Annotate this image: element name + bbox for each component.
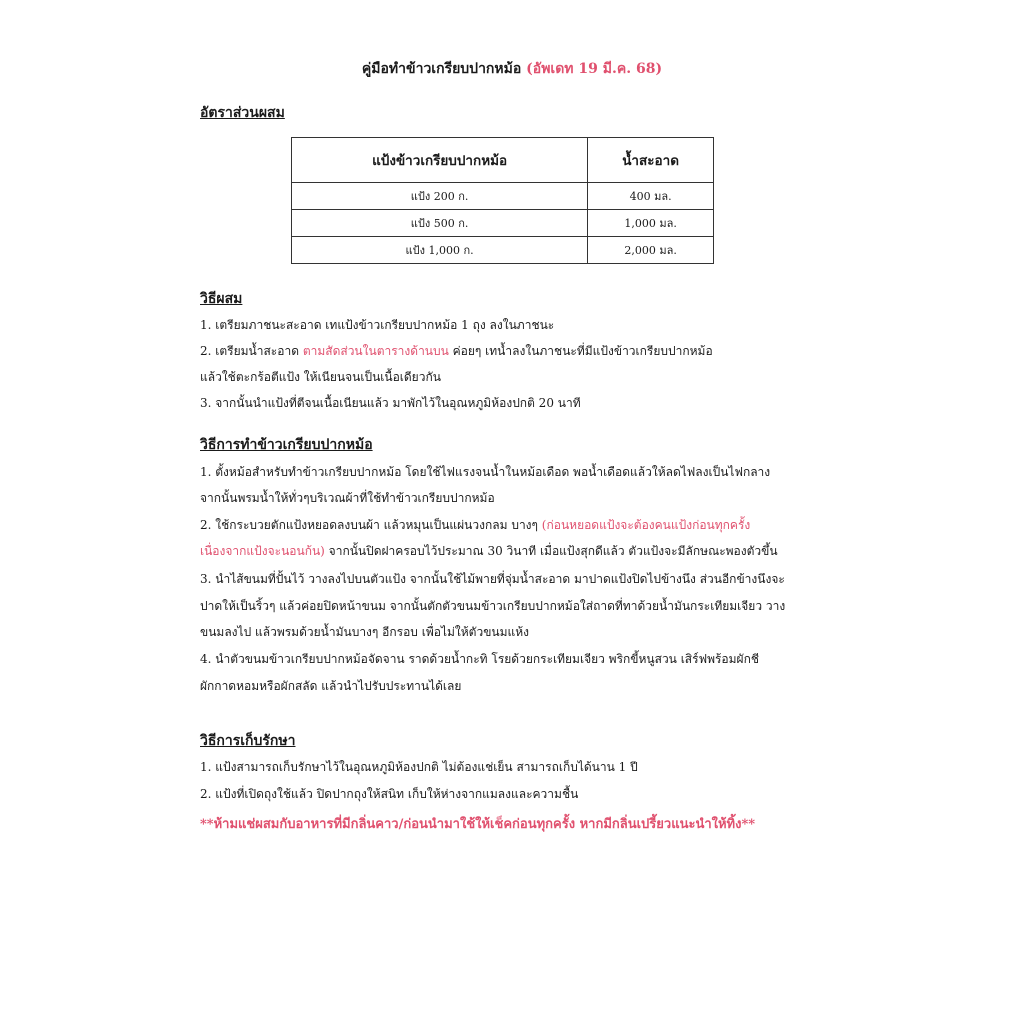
col-header-flour: แป้งข้าวเกรียบปากหม้อ: [292, 138, 588, 183]
table-cell: แป้ง 1,000 ก.: [292, 237, 588, 264]
ratio-table: [291, 137, 714, 264]
mixing-step-2-highlight: ตามสัดส่วนในตารางด้านบน: [302, 344, 449, 358]
table-cell: แป้ง 500 ก.: [292, 210, 588, 237]
table-row: [292, 183, 714, 210]
cooking-step-1-cont: จากนั้นพรมน้ำให้ทั่วๆบริเวณผ้าที่ใช้ทำข้าวเกรียบปากหม้อ: [200, 491, 495, 505]
cooking-step-2-text-cont: จากนั้นปิดฝาครอบไว้ประมาณ 30 วินาที เมื่อแป้งสุกดีแล้ว ตัวแป้งจะมีลักษณะพองตัวขึ้น: [324, 544, 778, 558]
cooking-step-4: 4. นำตัวขนมข้าวเกรียบปากหม้อจัดจาน ราดด้วยน้ำกะทิ โรยด้วยกระเทียมเจียว พริกขี้หนูสวน เสิร์ฟพร้อมผักชี: [200, 652, 759, 666]
mixing-heading: วิธีผสม: [200, 291, 243, 307]
cooking-step-4-cont: ผักกาดหอมหรือผักสลัด แล้วนำไปรับประทานได้เลย: [200, 679, 462, 693]
cooking-step-3: 3. นำไส้ขนมที่ปั้นไว้ วางลงไปบนตัวแป้ง จากนั้นใช้ไม้พายที่จุ่มน้ำสะอาด มาปาดแป้งปิดไปข้างนึง ส่วนอีกข้างนึงจะ: [200, 572, 785, 586]
cooking-step-2-note: (ก่อนหยอดแป้งจะต้องคนแป้งก่อนทุกครั้ง: [541, 518, 751, 532]
storage-step-2: 2. แป้งที่เปิดถุงใช้แล้ว ปิดปากถุงให้สนิท เก็บให้ห่างจากแมลงและความชื้น: [200, 787, 579, 801]
document-title: [0, 58, 1024, 80]
mixing-step-2-text-cont: ค่อยๆ เทน้ำลงในภาชนะที่มีแป้งข้าวเกรียบปากหม้อ: [448, 344, 713, 358]
cooking-step-2-note-cont: เนื่องจากแป้งจะนอนก้น): [200, 544, 325, 558]
title-update-date: (อัพเดท 19 มี.ค. 68): [526, 61, 663, 77]
storage-heading: วิธีการเก็บรักษา: [200, 733, 296, 749]
cooking-step-3-cont: ปาดให้เป็นริ้วๆ แล้วค่อยปิดหน้าขนม จากนั้นตักตัวขนมข้าวเกรียบปากหม้อใส่ถาดที่ทาด้วยน้ำมันกระเทียมเจียว วาง: [200, 599, 786, 613]
table-cell: 1,000 มล.: [588, 210, 714, 237]
cooking-step-2: [200, 516, 750, 535]
col-header-water: น้ำสะอาด: [588, 138, 714, 183]
title-main: คู่มือทำข้าวเกรียบปากหม้อ: [361, 61, 522, 77]
mixing-step-3: 3. จากนั้นนำแป้งที่ตีจนเนื้อเนียนแล้ว มาพักไว้ในอุณหภูมิห้องปกติ 20 นาที: [200, 396, 581, 410]
cooking-step-2-cont: [200, 542, 778, 561]
mixing-step-2-cont: แล้วใช้ตะกร้อตีแป้ง ให้เนียนจนเป็นเนื้อเดียวกัน: [200, 370, 441, 384]
ratio-heading: อัตราส่วนผสม: [200, 105, 285, 121]
table-row: [292, 210, 714, 237]
storage-warning: **ห้ามแช่ผสมกับอาหารที่มีกลิ่นคาว/ก่อนนำมาใช้ให้เช็คก่อนทุกครั้ง หากมีกลิ่นเปรี้ยวแนะนำให้ทิ้ง**: [200, 817, 756, 832]
cooking-step-1: 1. ตั้งหม้อสำหรับทำข้าวเกรียบปากหม้อ โดยใช้ไฟแรงจนน้ำในหม้อเดือด พอน้ำเดือดแล้วให้ลดไฟลงเป็นไฟกลาง: [200, 465, 771, 479]
storage-step-1: 1. แป้งสามารถเก็บรักษาไว้ในอุณหภูมิห้องปกติ ไม่ต้องแช่เย็น สามารถเก็บได้นาน 1 ปี: [200, 760, 638, 774]
mixing-step-1: 1. เตรียมภาชนะสะอาด เทแป้งข้าวเกรียบปากหม้อ 1 ถุง ลงในภาชนะ: [200, 318, 555, 332]
cooking-step-2-text: 2. ใช้กระบวยตักแป้งหยอดลงบนผ้า แล้วหมุนเป็นแผ่นวงกลม บางๆ: [200, 518, 542, 532]
table-cell: แป้ง 200 ก.: [292, 183, 588, 210]
table-row: [292, 237, 714, 264]
table-cell: 2,000 มล.: [588, 237, 714, 264]
table-cell: 400 มล.: [588, 183, 714, 210]
cooking-heading: วิธีการทำข้าวเกรียบปากหม้อ: [200, 437, 373, 453]
mixing-step-2: [200, 342, 713, 361]
cooking-step-3-cont-2: ขนมลงไป แล้วพรมด้วยน้ำมันบางๆ อีกรอบ เพื่อไม่ให้ตัวขนมแห้ง: [200, 625, 530, 639]
mixing-step-2-text: 2. เตรียมน้ำสะอาด: [200, 344, 303, 358]
table-header-row: [292, 138, 714, 183]
